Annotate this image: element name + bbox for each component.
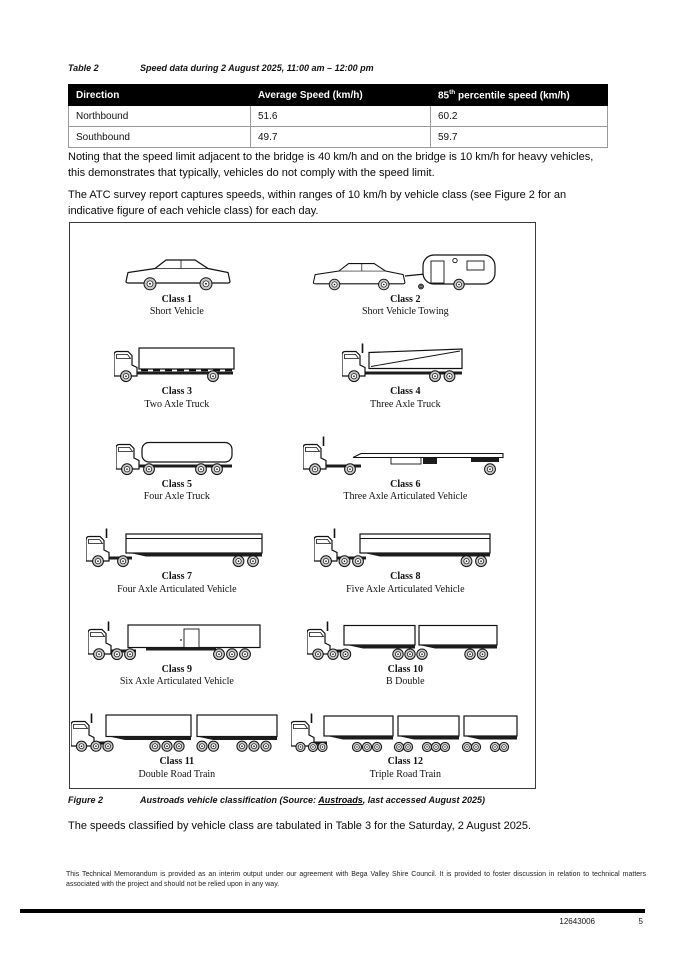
- vehicle-class-name: B Double: [386, 676, 425, 687]
- car-towing-caravan-icon: [309, 248, 501, 292]
- car-icon: [121, 248, 233, 292]
- double-road-train-icon: [71, 710, 283, 754]
- figure2-caption-prefix: Austroads vehicle classification (Source:: [140, 795, 319, 805]
- three-axle-articulated-icon: [303, 433, 508, 477]
- vehicle-row: [74, 414, 531, 507]
- table-cell: 59.7: [431, 127, 608, 148]
- footer-rule: [20, 909, 645, 913]
- vehicle-class-number: Class 4: [390, 386, 421, 397]
- vehicle-class-label: [370, 756, 441, 781]
- document-number: 12643006: [559, 917, 595, 926]
- figure2-box: [69, 222, 536, 789]
- figure2-caption-text: [140, 795, 485, 805]
- speed-table-header-cell: Average Speed (km/h): [251, 85, 431, 106]
- vehicle-class-label: [346, 571, 464, 596]
- vehicle-class-name: Short Vehicle Towing: [361, 306, 449, 317]
- speed-data-table: [68, 84, 608, 148]
- speed-table-header-cell: Direction: [69, 85, 251, 106]
- vehicle-class-cell-9: [74, 618, 280, 692]
- vehicle-class-name: Six Axle Articulated Vehicle: [119, 676, 234, 687]
- table-cell: Southbound: [69, 127, 251, 148]
- five-axle-articulated-icon: [314, 525, 496, 569]
- table2-caption-label: Table 2: [68, 63, 99, 73]
- vehicle-class-name: Three Axle Truck: [370, 398, 441, 410]
- vehicle-class-number: Class 11: [159, 756, 195, 767]
- six-axle-articulated-icon: [88, 618, 266, 662]
- table-cell: 51.6: [251, 106, 431, 127]
- vehicle-class-cell-2: [280, 248, 531, 322]
- speed-table-body: [69, 106, 608, 148]
- vehicle-class-name: Five Axle Articulated Vehicle: [346, 583, 465, 595]
- table-cell: 49.7: [251, 127, 431, 148]
- vehicle-class-cell-4: [280, 340, 531, 414]
- vehicle-class-number: Class 6: [390, 478, 421, 490]
- vehicle-class-cell-8: [280, 525, 531, 599]
- vehicle-classification-grid: [70, 223, 535, 788]
- vehicle-row: [74, 692, 531, 785]
- vehicle-class-cell-1: [74, 248, 280, 322]
- vehicle-class-label: [370, 386, 441, 411]
- page-number: 5: [638, 917, 643, 926]
- vehicle-class-name: Four Axle Truck: [143, 491, 210, 502]
- vehicle-class-number: Class 10: [387, 663, 423, 675]
- footer-disclaimer: This Technical Memorandum is provided as an interim output under our agreement with Bega Valley Shire Council. It is provided to foster discussion in relation to technical matters associated with the project and should not be relied upon in any way.: [66, 871, 646, 888]
- vehicle-row: [74, 322, 531, 415]
- vehicle-class-number: Class 2: [390, 293, 421, 305]
- vehicle-class-name: Four Axle Articulated Vehicle: [117, 583, 237, 595]
- vehicle-class-label: [343, 479, 467, 504]
- vehicle-class-cell-10: [280, 618, 531, 692]
- table-row: [69, 106, 608, 127]
- paragraph-table3-ref: The speeds classified by vehicle class are tabulated in Table 3 for the Saturday, 2 August 2025.: [68, 820, 532, 832]
- four-axle-truck-icon: [116, 433, 238, 477]
- figure2-caption: [68, 795, 485, 805]
- table-row: [69, 127, 608, 148]
- speed-table-header-row: [69, 85, 608, 106]
- speed-table-header-cell: 85th percentile speed (km/h): [431, 85, 608, 106]
- vehicle-class-number: Class 5: [161, 478, 192, 490]
- vehicle-class-label: [144, 386, 209, 411]
- table2-caption-text: Speed data during 2 August 2025, 11:00 am – 12:00 pm: [140, 63, 374, 73]
- vehicle-class-cell-5: [74, 433, 280, 507]
- vehicle-row: [74, 507, 531, 600]
- vehicle-row: [74, 599, 531, 692]
- vehicle-class-label: [117, 571, 237, 596]
- vehicle-class-label: [138, 756, 215, 781]
- vehicle-class-number: Class 1: [161, 293, 192, 305]
- vehicle-class-number: Class 7: [161, 571, 192, 582]
- vehicle-class-name: Two Axle Truck: [144, 398, 210, 410]
- vehicle-class-label: [386, 664, 425, 689]
- vehicle-class-number: Class 12: [387, 756, 423, 767]
- vehicle-class-number: Class 3: [161, 386, 192, 397]
- b-double-icon: [307, 618, 503, 662]
- table-cell: Northbound: [69, 106, 251, 127]
- triple-road-train-icon: [291, 710, 519, 754]
- two-axle-truck-icon: [114, 340, 240, 384]
- three-axle-truck-icon: [342, 340, 468, 384]
- vehicle-class-name: Double Road Train: [138, 768, 216, 780]
- figure2-caption-label: Figure 2: [68, 795, 104, 805]
- four-axle-articulated-icon: [86, 525, 268, 569]
- vehicle-class-number: Class 9: [161, 663, 192, 675]
- table-cell: 60.2: [431, 106, 608, 127]
- vehicle-row: [74, 229, 531, 322]
- vehicle-class-label: [120, 664, 234, 689]
- vehicle-class-cell-12: [280, 710, 531, 784]
- vehicle-class-name: Triple Road Train: [369, 768, 441, 780]
- vehicle-class-number: Class 8: [390, 571, 421, 582]
- vehicle-class-cell-11: [74, 710, 280, 784]
- vehicle-class-label: [144, 479, 210, 504]
- vehicle-class-name: Three Axle Articulated Vehicle: [343, 491, 468, 502]
- table2-caption: [68, 63, 374, 73]
- vehicle-class-label: [150, 294, 204, 319]
- vehicle-class-cell-3: [74, 340, 280, 414]
- vehicle-class-cell-7: [74, 525, 280, 599]
- austroads-link[interactable]: Austroads: [318, 795, 363, 805]
- vehicle-class-cell-6: [280, 433, 531, 507]
- vehicle-class-label: [362, 294, 449, 319]
- figure2-caption-suffix: , last accessed August 2025): [362, 795, 485, 805]
- paragraph-speed-limit: Noting that the speed limit adjacent to the bridge is 40 km/h and on the bridge is 10 km/h for heavy vehicles, this demonstrates that typically, vehicles do not comply with the speed limit.: [68, 151, 594, 179]
- vehicle-class-name: Short Vehicle: [149, 306, 204, 317]
- paragraph-atc-survey: The ATC survey report captures speeds, within ranges of 10 km/h by vehicle class (see Figure 2 for an indicative figure of each vehicle class) for each day.: [68, 189, 567, 217]
